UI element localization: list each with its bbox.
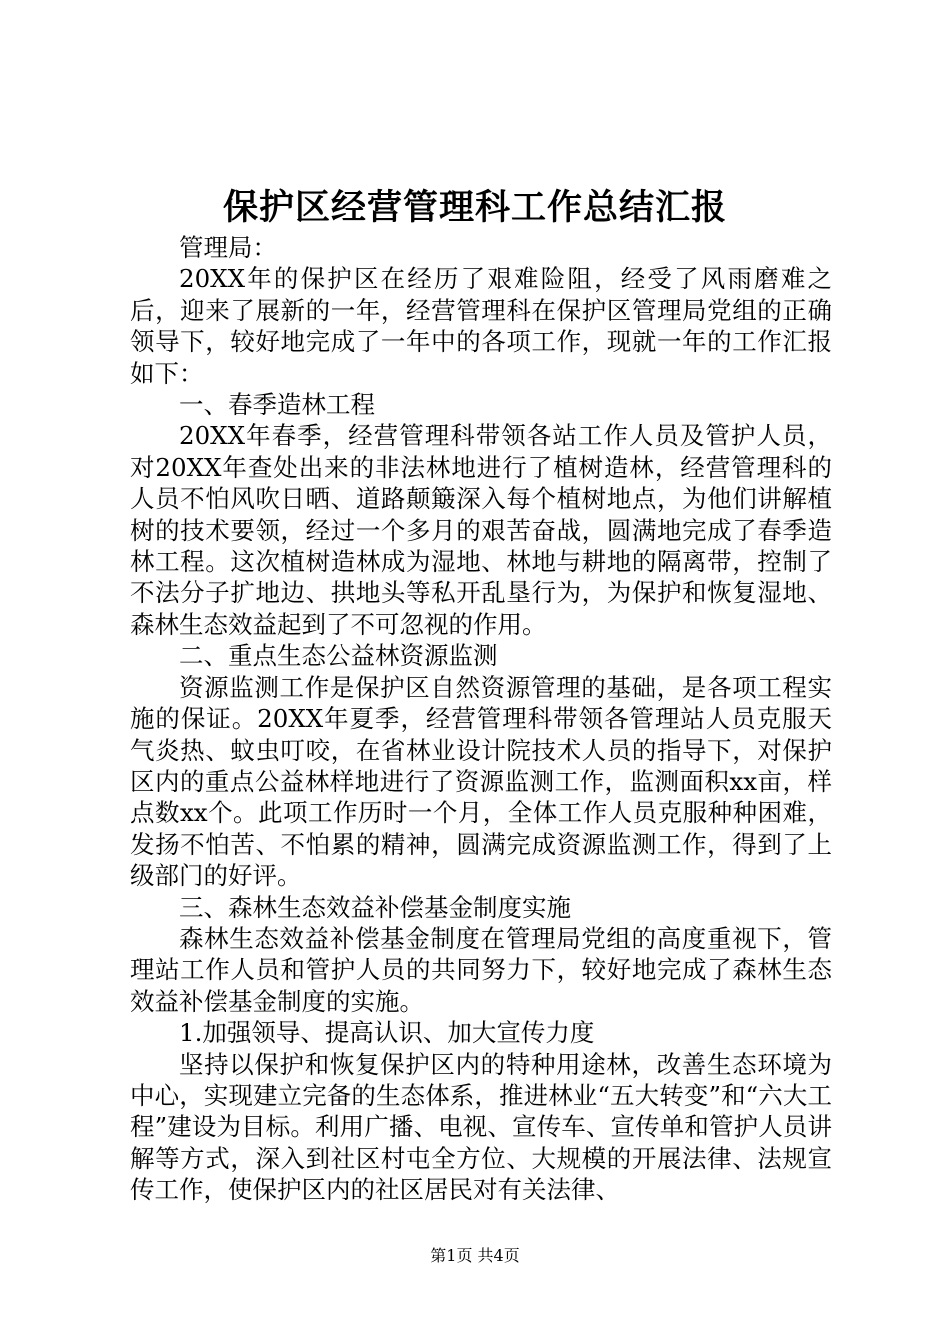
intro-paragraph: 20XX年的保护区在经历了艰难险阻，经受了风雨磨难之后，迎来了展新的一年，经营管理科在保护区管理局党组的正确领导下，较好地完成了一年中的各项工作，现就一年的工作汇报如下：	[130, 264, 832, 388]
page-footer: 第1页 共4页	[430, 1246, 520, 1265]
section-3-paragraph: 森林生态效益补偿基金制度在管理局党组的高度重视下，管理站工作人员和管护人员的共同努力下，较好地完成了森林生态效益补偿基金制度的实施。	[130, 923, 832, 1016]
section-heading-1: 一、春季造林工程	[179, 390, 375, 420]
section-2-paragraph: 资源监测工作是保护区自然资源管理的基础，是各项工程实施的保证。20XX年夏季，经营管理科带领各管理站人员克服天气炎热、蚊虫叮咬，在省林业设计院技术人员的指导下，对保护区内的重点公益林样地进行了资源监测工作，监测面积xx亩，样点数xx个。此项工作历时一个月，全体工作人员克服种种困难，发扬不怕苦、不怕累的精神，圆满完成资源监测工作，得到了上级部门的好评。	[130, 672, 832, 891]
document-body	[130, 232, 832, 1206]
section-heading-3: 三、森林生态效益补偿基金制度实施	[179, 892, 571, 922]
subsection-heading-1: 1.加强领导、提高认识、加大宣传力度	[179, 1018, 595, 1048]
subsection-1-paragraph: 坚持以保护和恢复保护区内的特种用途林，改善生态环境为中心，实现建立完备的生态体系，推进林业“五大转变”和“六大工程”建设为目标。利用广播、电视、宣传车、宣传单和管护人员讲解等方式，深入到社区村屯全方位、大规模的开展法律、法规宣传工作，使保护区内的社区居民对有关法律、	[130, 1049, 832, 1205]
section-heading-2: 二、重点生态公益林资源监测	[179, 641, 498, 671]
salutation: 管理局：	[179, 233, 277, 262]
document-title: 保护区经营管理科工作总结汇报	[222, 187, 727, 228]
section-1-paragraph: 20XX年春季，经营管理科带领各站工作人员及管护人员，对20XX年查处出来的非法林地进行了植树造林，经营管理科的人员不怕风吹日晒、道路颠簸深入每个植树地点，为他们讲解植树的技术要领，经过一个多月的艰苦奋战，圆满地完成了春季造林工程。这次植树造林成为湿地、林地与耕地的隔离带，控制了不法分子扩地边、拱地头等私开乱垦行为，为保护和恢复湿地、森林生态效益起到了不可忽视的作用。	[130, 421, 832, 639]
